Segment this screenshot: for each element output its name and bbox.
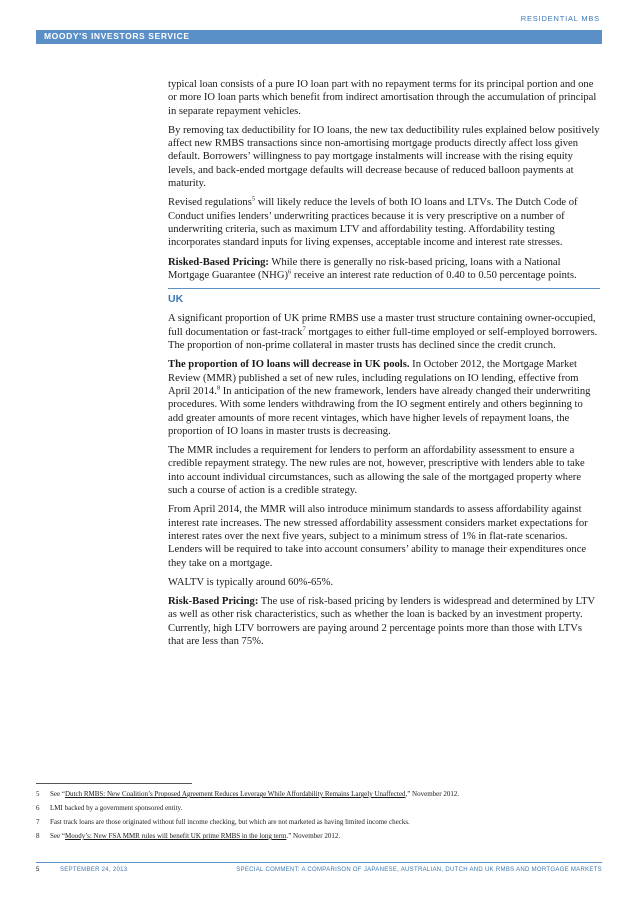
publisher-brand: MOODY'S INVESTORS SERVICE xyxy=(44,31,190,41)
paragraph-io-decrease: The proportion of IO loans will decrease in UK pools. In October 2012, the Mortgage Market Review (MMR) published a set of new rules, including regulations on IO lending, effective from April 2014.$^8$ In anticipation of the new framework, lenders have already changed their underwriting procedures. With some lenders withdrawing from the IO segment entirely and others beginning to add greater amounts of more recent vintages, which have higher levels of repayment loans, the proportion of IO loans in master trusts is decreasing. xyxy=(168,359,591,437)
paragraph-risk-pricing-uk: Risk-Based Pricing: The use of risk-based pricing by lenders is widespread and determined by LTV as well as other risk characteristics, such as whether the loan is backed by an investment property. Currently, high LTV borrowers are paying around 2 percentage points more than those with LTVs that are less than 75%. xyxy=(168,596,596,647)
paragraph-waltv: WALTV is typically around 60%-65%. xyxy=(168,576,334,588)
footnote-6: 6 LMI backed by a government sponsored entity. xyxy=(36,804,183,812)
header-bar xyxy=(36,30,602,44)
footer-divider xyxy=(36,862,602,863)
section-label: RESIDENTIAL MBS xyxy=(520,14,600,23)
footnote-ref-7[interactable]: 7 xyxy=(302,325,306,333)
footnote-link[interactable]: Moody’s: New FSA MMR rules will benefit UK prime RMBS in the long term xyxy=(64,832,287,840)
paragraph-io-loan: typical loan consists of a pure IO loan part with no repayment terms for its principal portion and one or more IO loan parts which benefit from indirect amortisation through the accumulation of principal in separate repayment vehicles. xyxy=(168,79,597,117)
footnote-ref-6[interactable]: 6 xyxy=(288,268,292,276)
footnote-5: 5 See “Dutch RMBS: New Coalition’s Proposed Agreement Reduces Leverage While Affordability Remains Largely Unaffected,” November 2012. xyxy=(36,790,460,798)
paragraph-tax-deductibility: By removing tax deductibility for IO loans, the new tax deductibility rules explained below positively affect new RMBS transactions since non-amortising mortgage products directly affect loss given default. Borrowers’ willingness to pay mortgage instalments will increase with the rising equity levels, and back-ended mortgage defaults will decrease because of reduced balloon payments at maturity. xyxy=(168,124,600,190)
footnote-divider xyxy=(36,783,192,784)
footnote-8: 8 See “Moody’s: New FSA MMR rules will benefit UK prime RMBS in the long term.” November 2012. xyxy=(36,832,341,840)
body-text xyxy=(168,78,600,654)
footnotes xyxy=(36,790,602,846)
publication-date: SEPTEMBER 24, 2013 xyxy=(60,867,128,873)
section-divider xyxy=(168,288,600,289)
paragraph-mmr-affordability: The MMR includes a requirement for lenders to perform an affordability assessment to ensure a credible repayment strategy. The new rules are not, however, prescriptive with lenders able to take into account individual circumstances, such as allowing the sale of the mortgaged property where such a course of action is a credible strategy. xyxy=(168,445,585,497)
page-number: 5 xyxy=(36,867,40,873)
footnote-link[interactable]: Dutch RMBS: New Coalition’s Proposed Agreement Reduces Leverage While Affordability Remains Largely Unaffected xyxy=(64,790,406,798)
section-heading-uk: UK xyxy=(168,293,184,306)
paragraph-mmr-stress: From April 2014, the MMR will also introduce minimum standards to assess affordability against interest rate increases. The new stressed affordability assessment considers market expectations for interest rates over the next five years, subject to a minimum stress of 1% in flat-rate scenarios. Lenders will be required to take into account consumers’ ability to manage their expenditures once they take on a mortgage. xyxy=(168,504,588,569)
footnote-ref-8[interactable]: 8 xyxy=(216,384,221,392)
paragraph-uk-master-trust: A significant proportion of UK prime RMBS use a master trust structure containing owner-occupied, full documentation or fast-track$^7$ mortgages to either full-time employed or self-employed borrowers. The proportion of non-prime collateral in master trusts has declined since the credit crunch. xyxy=(168,313,598,352)
paragraph-revised-regulations: Revised regulations$^5$ will likely reduce the levels of both IO loans and LTVs. The Dutch Code of Conduct unifies lenders’ underwriting practices because it is very prescriptive on a number of underwriting criteria, such as maximum LTV and affordability testing. Affordability testing incorporates standard inputs for living expenses, acceptable income and interest rate stresses. xyxy=(168,195,578,249)
paragraph-risk-pricing-nl: Risked-Based Pricing: While there is generally no risk-based pricing, loans with a National Mortgage Guarantee (NHG)$^6$ receive an interest rate reduction of 0.40 to 0.50 percentage points. xyxy=(168,256,577,281)
report-title: SPECIAL COMMENT: A COMPARISON OF JAPANESE, AUSTRALIAN, DUTCH AND UK RMBS AND MORTGAGE MARKETS xyxy=(236,867,602,873)
footnote-7: 7 Fast track loans are those originated without full income checking, but which are not marketed as having limited income checks. xyxy=(36,818,410,826)
footnote-ref-5[interactable]: 5 xyxy=(251,195,256,203)
